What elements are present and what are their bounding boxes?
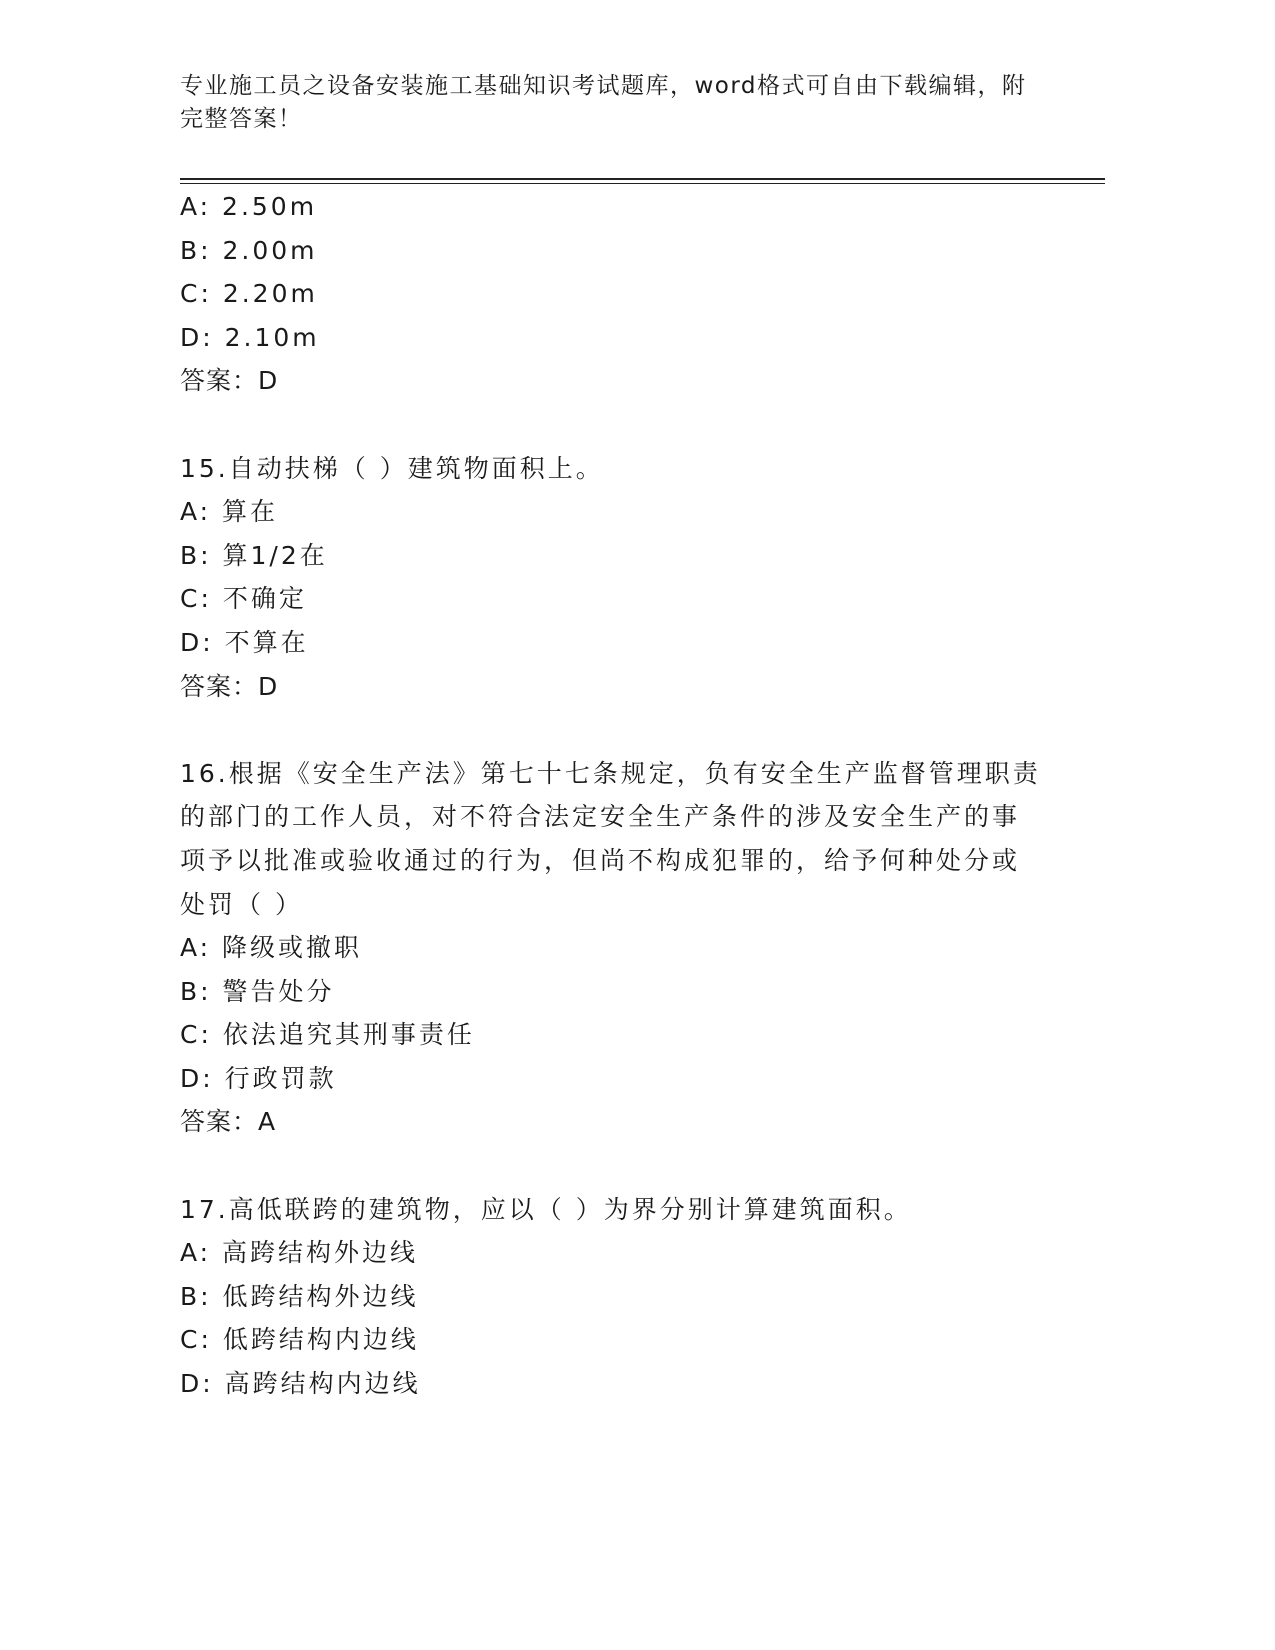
option-a: A: 2.50m: [180, 192, 318, 221]
question-stem: 15.自动扶梯（ ）建筑物面积上。: [180, 453, 604, 483]
option-d: D: 行政罚款: [180, 1063, 337, 1093]
option-c: C: 2.20m: [180, 279, 318, 309]
option-b: B: 算1/2在: [180, 540, 328, 570]
question-16: [180, 752, 1060, 1144]
option-c: C: 不确定: [180, 584, 307, 614]
option-c: C: 低跨结构内边线: [180, 1325, 419, 1355]
option-c: C: 依法追究其刑事责任: [180, 1020, 475, 1050]
spacer: [180, 708, 1060, 752]
option-b: B: 2.00m: [180, 235, 318, 265]
question-stem-line-3: 项予以批准或验收通过的行为，但尚不构成犯罪的，给予何种处分或: [180, 845, 1021, 875]
option-a: A: 算在: [180, 497, 279, 527]
header-rule-thin: [180, 183, 1105, 184]
question-17: [180, 1188, 1060, 1406]
answer-line: 答案：D: [180, 366, 279, 396]
question-stem-line-4: 处罚（ ）: [180, 889, 303, 919]
option-d: D: 2.10m: [180, 322, 320, 352]
spacer: [180, 403, 1060, 447]
question-stem: 17.高低联跨的建筑物，应以（ ）为界分别计算建筑面积。: [180, 1194, 912, 1224]
option-b: B: 低跨结构外边线: [180, 1281, 419, 1311]
answer-line: 答案：D: [180, 671, 279, 701]
option-d: D: 不算在: [180, 627, 309, 657]
previous-question: [180, 185, 1060, 403]
option-b: B: 警告处分: [180, 976, 335, 1006]
option-a: A: 降级或撤职: [180, 933, 363, 963]
question-15: [180, 447, 1060, 709]
document-header: 专业施工员之设备安装施工基础知识考试题库，word格式可自由下载编辑，附完整答案！: [180, 73, 1027, 132]
option-a: A: 高跨结构外边线: [180, 1238, 419, 1268]
question-stem-line-2: 的部门的工作人员，对不符合法定安全生产条件的涉及安全生产的事: [180, 802, 1021, 832]
spacer: [180, 1144, 1060, 1188]
header-rule-thick: [180, 178, 1105, 180]
answer-line: 答案：A: [180, 1107, 277, 1137]
question-content: [180, 185, 1060, 1406]
option-d: D: 高跨结构内边线: [180, 1369, 421, 1399]
question-stem-line-1: 16.根据《安全生产法》第七十七条规定，负有安全生产监督管理职责: [180, 758, 1041, 788]
